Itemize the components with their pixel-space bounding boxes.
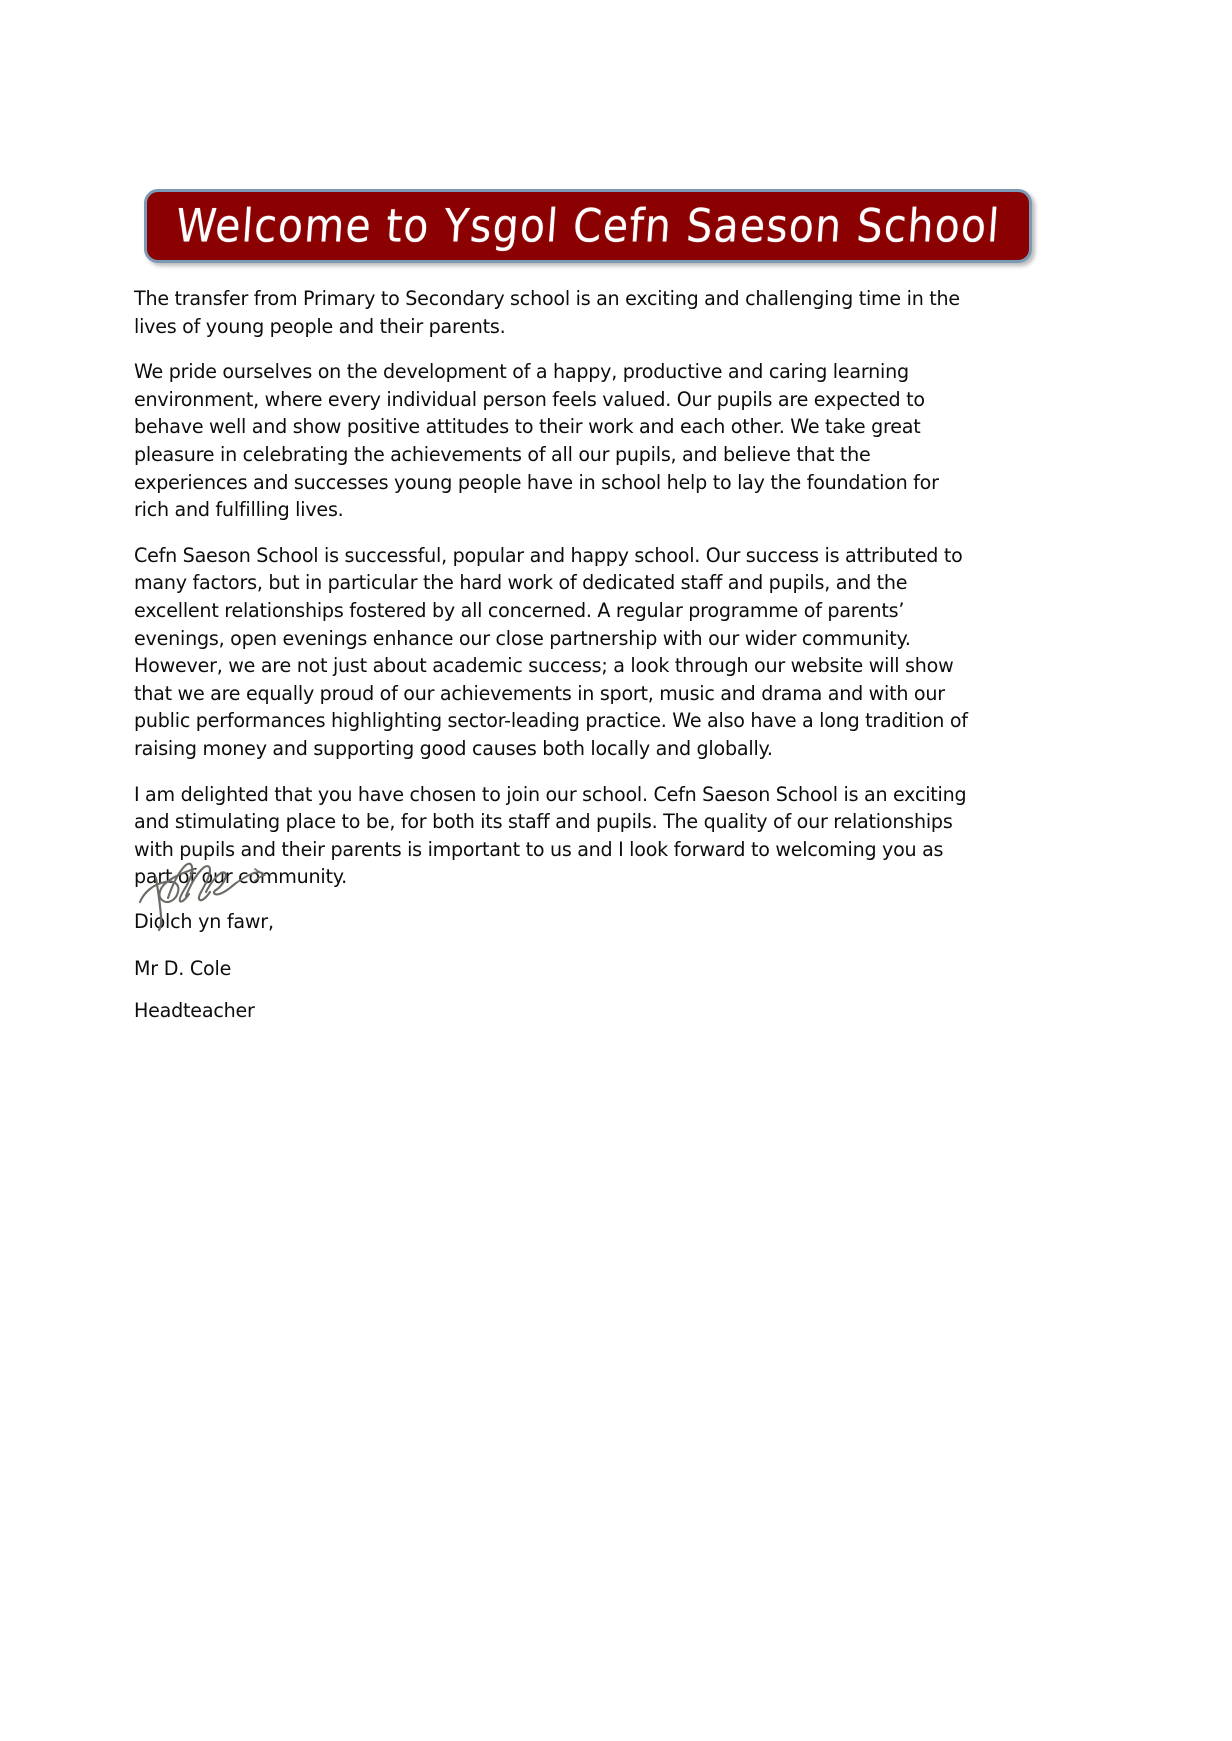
signer-name: Mr D. Cole xyxy=(134,957,232,980)
paragraph-3: Cefn Saeson School is successful, popular and happy school. Our success is attributed to many factors, but in particular the hard work of dedicated staff and pupils, and the excellent relationships fostered by all concerned. A regular programme of parents’ evenings, open evenings enhance our close partnership with our wider community. However, we are not just about academic success; a look through our website will show that we are equally proud of our achievements in sport, music and drama and with our public performances highlighting sector-leading practice. We also have a long tradition of raising money and supporting good causes both locally and globally. xyxy=(134,543,968,760)
signer-title: Headteacher xyxy=(134,998,255,1022)
page-title: Welcome to Ysgol Cefn Saeson School xyxy=(174,198,1002,253)
letter-body xyxy=(134,285,979,935)
signature-image xyxy=(134,842,294,932)
closing-salutation: Diolch yn fawr, xyxy=(134,909,274,933)
banner-box xyxy=(144,189,1032,263)
paragraph-2: We pride ourselves on the development of a happy, productive and caring learning environment, where every individual person feels valued. Our pupils are expected to behave well and show positive attitudes to their work and each other. We take great pleasure in celebrating the achievements of all our pupils, and believe that the experiences and successes young people have in school help to lay the foundation for rich and fulfilling lives. xyxy=(134,360,939,522)
paragraph-4: I am delighted that you have chosen to join our school. Cefn Saeson School is an exciting and stimulating place to be, for both its staff and pupils. The quality of our relationships with pupils and their parents is important to us and I look forward to welcoming you as part of our community. xyxy=(134,782,967,889)
paragraph-1: The transfer from Primary to Secondary school is an exciting and challenging time in the lives of young people and their parents. xyxy=(134,287,960,338)
header-banner xyxy=(144,189,1032,263)
signoff-block xyxy=(134,955,634,1024)
signature-block xyxy=(134,842,554,932)
